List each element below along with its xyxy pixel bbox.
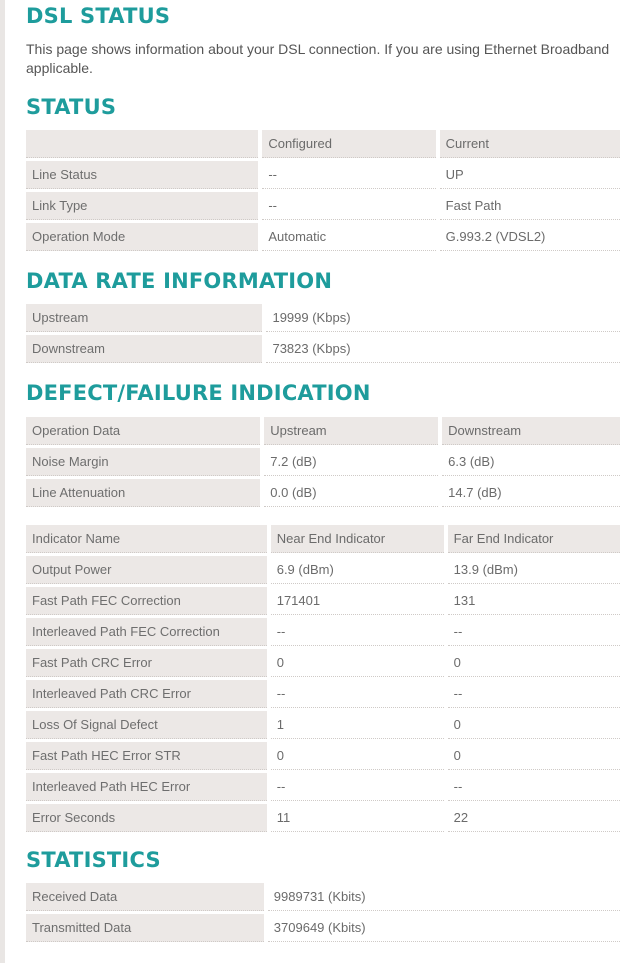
table-row: [26, 883, 620, 911]
configured-value: --: [262, 189, 435, 220]
far-end-value: 0: [448, 739, 620, 770]
table-header-row: [26, 417, 620, 445]
row-label: Error Seconds: [26, 801, 267, 832]
operation-data-table: [22, 417, 624, 507]
data-rate-table: [22, 304, 624, 363]
row-label: Downstream: [26, 332, 262, 363]
column-header-near-end: Near End Indicator: [271, 525, 444, 553]
column-header-operation-data: Operation Data: [26, 417, 260, 445]
column-header-upstream: Upstream: [264, 417, 438, 445]
far-end-value: 13.9 (dBm): [448, 553, 620, 584]
indicator-table: [22, 525, 624, 832]
far-end-value: 0: [448, 708, 620, 739]
far-end-value: 22: [448, 801, 620, 832]
table-row: [26, 677, 620, 708]
table-row: [26, 911, 620, 942]
column-header-current: Current: [440, 130, 620, 158]
near-end-value: 11: [271, 801, 444, 832]
page-description-line-2: applicable.: [26, 60, 93, 76]
table-row: [26, 708, 620, 739]
table-row: [26, 553, 620, 584]
table-row: [26, 304, 620, 332]
defect-heading: DEFECT/FAILURE INDICATION: [26, 381, 371, 405]
table-row: [26, 445, 620, 476]
row-label: Received Data: [26, 883, 264, 911]
rate-value: 73823 (Kbps): [266, 332, 620, 363]
downstream-value: 14.7 (dB): [442, 476, 620, 507]
upstream-value: 7.2 (dB): [264, 445, 438, 476]
left-border: [0, 0, 5, 963]
row-label: Upstream: [26, 304, 262, 332]
column-header-configured: Configured: [262, 130, 435, 158]
configured-value: Automatic: [262, 220, 435, 251]
page-title: DSL STATUS: [26, 4, 171, 28]
configured-value: --: [262, 158, 435, 189]
table-row: [26, 615, 620, 646]
near-end-value: --: [271, 615, 444, 646]
table-row: [26, 770, 620, 801]
column-header-indicator-name: Indicator Name: [26, 525, 267, 553]
table-row: [26, 332, 620, 363]
statistics-table: [22, 883, 624, 942]
current-value: G.993.2 (VDSL2): [440, 220, 620, 251]
row-label: Line Attenuation: [26, 476, 260, 507]
row-label: Loss Of Signal Defect: [26, 708, 267, 739]
table-row: [26, 189, 620, 220]
row-label: Fast Path HEC Error STR: [26, 739, 267, 770]
row-label: Fast Path CRC Error: [26, 646, 267, 677]
row-label: Interleaved Path FEC Correction: [26, 615, 267, 646]
table-header-row: [26, 130, 620, 158]
statistic-value: 9989731 (Kbits): [268, 883, 620, 911]
page-description-line-1: This page shows information about your DSL connection. If you are using Ethernet Broadband: [26, 41, 610, 57]
statistics-heading: STATISTICS: [26, 848, 161, 872]
far-end-value: 0: [448, 646, 620, 677]
table-row: [26, 220, 620, 251]
near-end-value: --: [271, 770, 444, 801]
row-label: Line Status: [26, 158, 258, 189]
near-end-value: --: [271, 677, 444, 708]
data-rate-heading: DATA RATE INFORMATION: [26, 269, 333, 293]
row-label: Interleaved Path HEC Error: [26, 770, 267, 801]
page-description: [26, 40, 624, 78]
far-end-value: 131: [448, 584, 620, 615]
table-row: [26, 584, 620, 615]
current-value: UP: [440, 158, 620, 189]
row-label: Noise Margin: [26, 445, 260, 476]
table-row: [26, 801, 620, 832]
upstream-value: 0.0 (dB): [264, 476, 438, 507]
rate-value: 19999 (Kbps): [266, 304, 620, 332]
column-header: [26, 130, 258, 158]
status-table: [22, 130, 624, 251]
table-row: [26, 158, 620, 189]
current-value: Fast Path: [440, 189, 620, 220]
statistic-value: 3709649 (Kbits): [268, 911, 620, 942]
near-end-value: 171401: [271, 584, 444, 615]
far-end-value: --: [448, 615, 620, 646]
row-label: Transmitted Data: [26, 911, 264, 942]
downstream-value: 6.3 (dB): [442, 445, 620, 476]
column-header-downstream: Downstream: [442, 417, 620, 445]
far-end-value: --: [448, 770, 620, 801]
near-end-value: 1: [271, 708, 444, 739]
near-end-value: 0: [271, 739, 444, 770]
row-label: Output Power: [26, 553, 267, 584]
row-label: Interleaved Path CRC Error: [26, 677, 267, 708]
column-header-far-end: Far End Indicator: [448, 525, 620, 553]
near-end-value: 6.9 (dBm): [271, 553, 444, 584]
near-end-value: 0: [271, 646, 444, 677]
row-label: Link Type: [26, 189, 258, 220]
far-end-value: --: [448, 677, 620, 708]
table-row: [26, 646, 620, 677]
table-row: [26, 739, 620, 770]
table-row: [26, 476, 620, 507]
table-header-row: [26, 525, 620, 553]
row-label: Operation Mode: [26, 220, 258, 251]
row-label: Fast Path FEC Correction: [26, 584, 267, 615]
status-heading: STATUS: [26, 95, 117, 119]
